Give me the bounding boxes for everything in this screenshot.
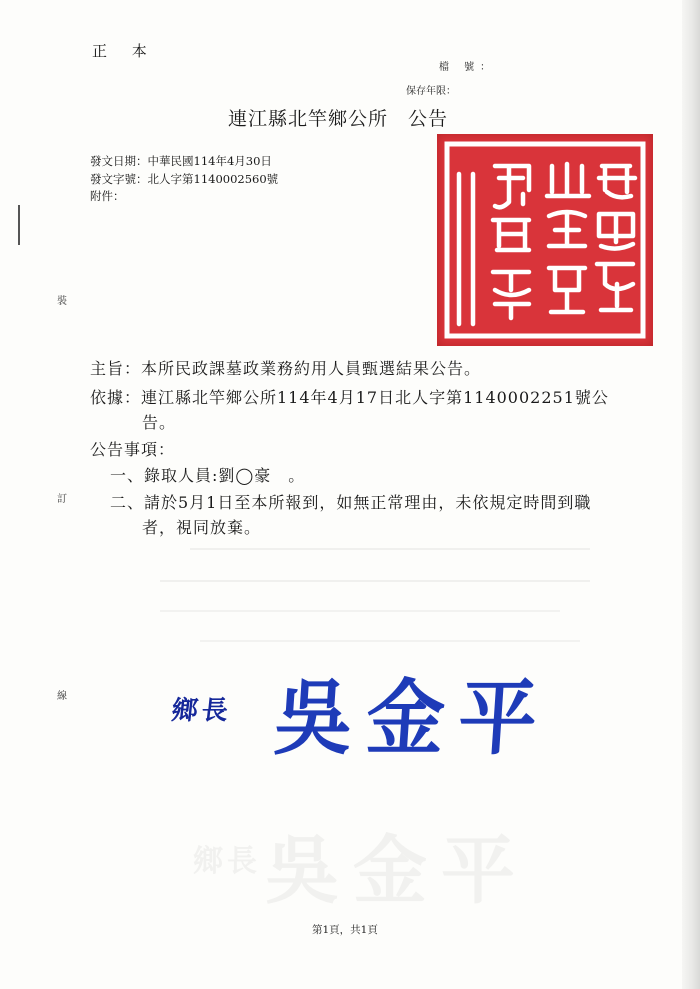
show-through-mark: [200, 640, 580, 642]
official-seal-stamp: [437, 134, 653, 346]
file-number-label: 檔 號：: [439, 62, 497, 73]
subject-line: 主旨：本所民政課墓政業務約用人員甄選結果公告。: [90, 359, 482, 378]
page-number: 第1頁，共1頁: [312, 924, 378, 936]
binding-margin-char: 訂: [57, 494, 67, 505]
show-through-mark: [160, 580, 590, 582]
announcement-item: 二、請於5月1日至本所報到，如無正常理由，未依規定時間到職: [110, 493, 592, 512]
basis-line: 依據：連江縣北竿鄉公所114年4月17日北人字第1140002251號公: [90, 388, 609, 407]
document-title: 連江縣北竿鄉公所 公告: [228, 108, 449, 130]
show-through-mark: [190, 548, 590, 550]
attachments-label: 附件：: [90, 189, 125, 203]
retention-period-label: 保存年限：: [406, 86, 456, 97]
announcement-item: 一、錄取人員:劉◯豪 。: [110, 466, 306, 485]
signature-title: 鄉長: [170, 696, 234, 726]
basis-line-continued: 告。: [142, 413, 177, 432]
signature-show-through: 鄉長: [193, 844, 261, 879]
copy-mark: 正 本: [92, 42, 157, 60]
scan-page-edge: [682, 0, 700, 989]
binding-mark: [18, 205, 20, 245]
signature-name-stamp: 吳金平: [271, 671, 554, 767]
binding-margin-char: 裝: [57, 296, 67, 307]
document-number: 發文字號：北人字第1140002560號: [90, 172, 279, 186]
seal-glyphs: [437, 134, 653, 346]
show-through-mark: [160, 610, 560, 612]
issue-date: 發文日期：中華民國114年4月30日: [90, 154, 272, 168]
binding-margin-char: 線: [57, 691, 67, 702]
announcement-item-continued: 者，視同放棄。: [142, 518, 262, 537]
signature-show-through: 吳金平: [265, 828, 529, 914]
announcement-items-heading: 公告事項：: [90, 440, 176, 459]
